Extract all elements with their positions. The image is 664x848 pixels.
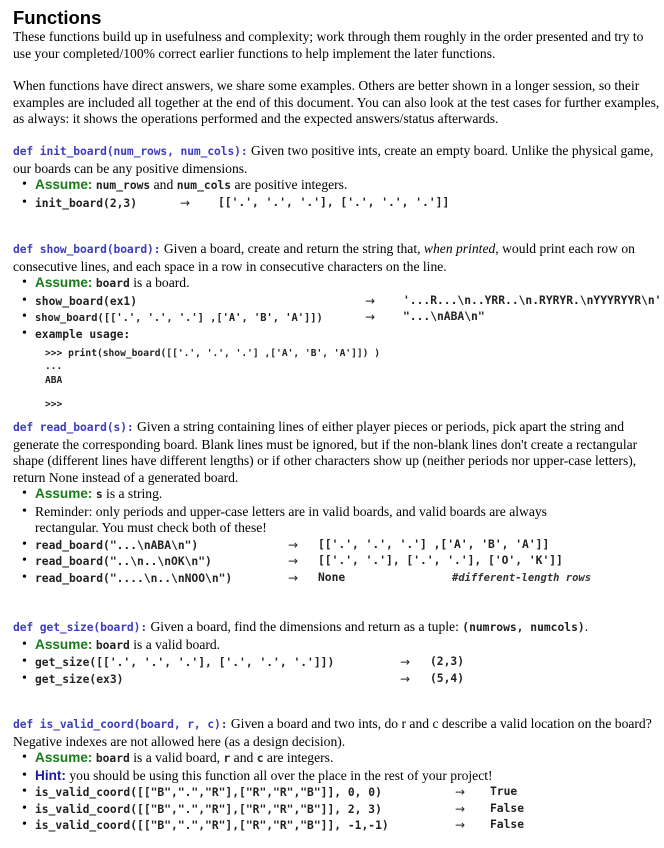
arrow-icon: → — [288, 570, 299, 585]
read-board-example-2 — [35, 553, 661, 570]
read-board-section — [13, 419, 661, 586]
assume-text: are integers. — [263, 750, 334, 765]
assume-text: are positive integers. — [231, 177, 348, 192]
assume-code: num_cols — [176, 179, 232, 192]
arrow-icon: → — [365, 310, 376, 324]
example-call: get_size([['.', '.', '.'], ['.', '.', '.']]) — [35, 656, 335, 669]
example-result: None — [318, 570, 346, 584]
assume-code: r — [223, 752, 231, 765]
example-call: read_board("..\n..\nOK\n") — [35, 555, 212, 568]
example-call: is_valid_coord([["B",".","R"],["R","R","B"]], 0, 0) — [35, 786, 382, 799]
arrow-icon: → — [455, 785, 466, 799]
reminder-text: Reminder: only periods and upper-case letters are in valid boards, and valid boards are always rectangular. You must check both of these! — [35, 503, 547, 535]
example-call: show_board([['.', '.', '.'] ,['A', 'B', 'A']]) — [35, 312, 323, 324]
example-call: show_board(ex1) — [35, 294, 138, 308]
show-board-desc-text: , would print each row on consecutive lines, and each space in a row in consecutive characters on the line. — [13, 241, 635, 274]
init-board-section — [13, 143, 661, 211]
usage-line: ABA — [45, 375, 63, 386]
arrow-icon: → — [455, 818, 466, 832]
example-call: is_valid_coord([["B",".","R"],["R","R","B"]], 2, 3) — [35, 802, 382, 816]
init-board-example — [35, 195, 661, 212]
get-size-section — [13, 619, 661, 687]
assume-code: num_rows — [95, 179, 151, 192]
example-result: "...\nABA\n" — [403, 310, 485, 323]
assume-label: Assume: — [35, 275, 93, 290]
assume-text: is a string. — [102, 486, 163, 501]
example-call: get_size(ex3) — [35, 672, 124, 686]
example-result: False — [490, 818, 525, 831]
assume-code: board — [95, 638, 130, 652]
assume-code: c — [256, 752, 264, 765]
read-board-signature: def read_board(s): — [13, 421, 134, 434]
arrow-icon: → — [400, 671, 411, 686]
get-size-list — [13, 637, 661, 688]
read-board-assume — [35, 486, 661, 504]
arrow-icon: → — [180, 195, 191, 210]
example-call: init_board(2,3) — [35, 196, 138, 210]
show-board-usage — [35, 326, 661, 411]
assume-code: s — [95, 488, 103, 501]
init-board-desc-text: Given two positive ints, create an empty board. Unlike the physical game, our boards can be any positive dimensions. — [13, 143, 654, 176]
is-valid-coord-example-1 — [35, 784, 661, 801]
arrow-icon: → — [365, 293, 376, 308]
assume-text: is a valid board. — [129, 636, 221, 652]
example-result: (5,4) — [430, 671, 465, 685]
example-call: read_board("...\nABA\n") — [35, 538, 199, 552]
usage-block — [35, 345, 661, 410]
init-board-list — [13, 177, 661, 211]
hint-text: you should be using this function all over the place in the rest of your project! — [65, 767, 493, 783]
assume-text: is a board. — [129, 275, 190, 290]
intro-paragraph-2: When functions have direct answers, we share some examples. Others are better shown in a longer session, so their examples are included all together at the end of this document. You can also look at the test cases for further examples, as always: it shows the operations performed and the expected answers/status afterwards. — [13, 78, 660, 126]
show-board-assume — [35, 275, 661, 293]
init-board-signature: def init_board(num_rows, num_cols): — [13, 145, 248, 158]
intro-paragraph-1: These functions build up in usefulness and complexity; work through them roughly in the order presented and try to use your completed/100% correct earlier functions to help implement the later functions. — [13, 29, 644, 61]
read-board-description — [13, 419, 661, 486]
example-result: [['.', '.', '.'], ['.', '.', '.']] — [218, 195, 450, 209]
intro-section-2 — [13, 78, 661, 128]
is-valid-coord-hint — [35, 768, 661, 785]
assume-label: Assume: — [35, 177, 93, 192]
example-result: False — [490, 801, 525, 815]
show-board-desc-emphasis: when printed — [423, 241, 496, 256]
show-board-example-1 — [35, 293, 661, 310]
get-size-example-2 — [35, 671, 661, 688]
show-board-list — [13, 275, 661, 410]
arrow-icon: → — [288, 554, 299, 568]
page-title: Functions — [13, 7, 102, 28]
read-board-example-1 — [35, 537, 661, 554]
example-result: (2,3) — [430, 655, 465, 668]
assume-text: is a valid board, — [129, 750, 224, 765]
example-result: [['.', '.'], ['.', '.'], ['O', 'K']] — [318, 554, 563, 567]
is-valid-coord-desc-text: Given a board and two ints, do r and c describe a valid location on the board? Negative indexes are not allowed here (as a design decision). — [13, 716, 652, 749]
init-board-description — [13, 143, 661, 177]
is-valid-coord-example-3 — [35, 817, 661, 834]
is-valid-coord-assume — [35, 750, 661, 768]
example-result: '...R...\n..YRR..\n.RYRYR.\nYYYRYYR\n' — [403, 293, 662, 307]
usage-line: >>> print(show_board([['.', '.', '.'] ,['A', 'B', 'A']]) ) — [45, 348, 381, 359]
show-board-desc-text: Given a board, create and return the string that, — [163, 241, 424, 256]
is-valid-coord-description — [13, 716, 661, 750]
get-size-example-1 — [35, 654, 661, 671]
is-valid-coord-section — [13, 716, 661, 834]
example-note: #different-length rows — [452, 571, 592, 584]
assume-code: board — [95, 752, 130, 765]
read-board-example-3 — [35, 570, 661, 587]
get-size-desc-text: . — [584, 619, 589, 634]
example-call: is_valid_coord([["B",".","R"],["R","R","B"]], -1,-1) — [35, 819, 389, 832]
assume-label: Assume: — [35, 636, 93, 652]
show-board-description — [13, 241, 661, 275]
is-valid-coord-example-2 — [35, 801, 661, 818]
init-board-assume — [35, 177, 661, 195]
get-size-desc-code: (numrows, numcols) — [462, 621, 585, 634]
assume-label: Assume: — [35, 750, 93, 765]
usage-label: example usage: — [35, 327, 131, 341]
usage-line: ... — [45, 361, 63, 372]
read-board-reminder — [35, 504, 661, 537]
assume-text: and — [230, 750, 257, 765]
example-result: True — [490, 785, 518, 798]
assume-text: and — [150, 177, 177, 192]
header-section — [13, 7, 661, 62]
read-board-list — [13, 486, 661, 586]
get-size-signature: def get_size(board): — [13, 621, 148, 634]
show-board-section — [13, 241, 661, 410]
show-board-example-2 — [35, 309, 661, 326]
get-size-desc-text: Given a board, find the dimensions and return as a tuple: — [150, 619, 463, 634]
assume-code: board — [95, 277, 130, 290]
is-valid-coord-list — [13, 750, 661, 834]
arrow-icon: → — [288, 537, 299, 552]
arrow-icon: → — [400, 655, 411, 669]
example-result: [['.', '.', '.'] ,['A', 'B', 'A']] — [318, 537, 550, 551]
hint-label: Hint: — [35, 767, 66, 783]
show-board-signature: def show_board(board): — [13, 243, 161, 256]
assume-label: Assume: — [35, 486, 93, 501]
usage-line: >>> — [45, 399, 63, 410]
read-board-desc-text: Given a string containing lines of either player pieces or periods, pick apart the string and generate the corresponding board. Blank lines must be ignored, but if the non-blank lines don't create a rectangular shape (different lines have different lengths) or if other characters show up (neither periods nor upper-case letters), return None instead of a generated board. — [13, 419, 638, 485]
get-size-description — [13, 619, 661, 637]
is-valid-coord-signature: def is_valid_coord(board, r, c): — [13, 718, 228, 731]
example-call: read_board("....\n..\nNOO\n") — [35, 571, 233, 585]
get-size-assume — [35, 637, 661, 655]
arrow-icon: → — [455, 801, 466, 816]
